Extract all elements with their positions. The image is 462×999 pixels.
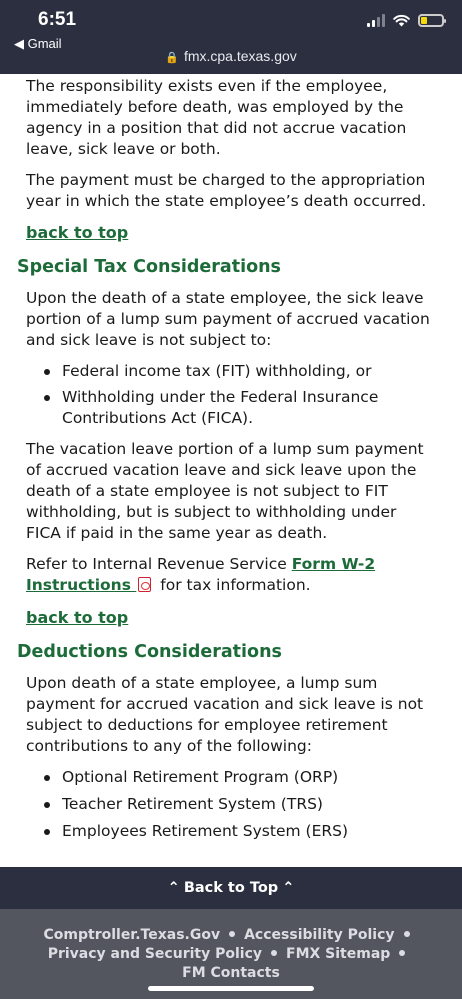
paragraph: Upon the death of a state employee, the sick leave portion of a lump sum payment of accrued vacation and sick leave is not subject to:: [26, 289, 430, 349]
section-heading-deductions: Deductions Considerations: [17, 642, 282, 662]
home-indicator[interactable]: [148, 986, 314, 991]
pdf-icon: [138, 577, 151, 592]
footer-link-privacy[interactable]: Privacy and Security Policy: [47, 946, 262, 962]
separator-dot: [399, 950, 405, 956]
double-chevron-up-icon: ⌃: [167, 880, 180, 896]
paragraph: The responsibility exists even if the employee, immediately before death, was employed by the agency in a position that did not accrue vacation leave, sick leave or both.: [26, 77, 407, 158]
wifi-icon: [393, 14, 410, 27]
list-item: Employees Retirement System (ERS): [62, 821, 436, 842]
footer-row: [0, 964, 462, 983]
deductions-list: [0, 767, 462, 842]
back-to-top-link[interactable]: back to top: [26, 608, 129, 627]
paragraph: The vacation leave portion of a lump sum payment of accrued vacation leave and sick leave upon the death of a state employee is not subject to FIT withholding, but is subject to withholding under FICA if paid in the same year as death.: [26, 440, 424, 542]
lock-icon: 🔒: [165, 52, 179, 64]
back-to-top-link[interactable]: back to top: [26, 223, 129, 242]
url-bar[interactable]: [0, 48, 462, 64]
list-item: Optional Retirement Program (ORP): [62, 767, 436, 788]
footer-link-fm-contacts[interactable]: FM Contacts: [182, 965, 280, 981]
footer-link-comptroller[interactable]: Comptroller.Texas.Gov: [43, 927, 221, 943]
list-item: Federal income tax (FIT) withholding, or: [62, 361, 436, 382]
footer-back-to-top-label: Back to Top: [183, 880, 279, 896]
footer-back-to-top-button[interactable]: [0, 867, 462, 909]
separator-dot: [229, 931, 235, 937]
form-w2-instructions-link[interactable]: Form W-2 Instructions: [26, 555, 376, 594]
status-icons: [367, 14, 444, 27]
page-content: [0, 74, 462, 842]
footer-row: [0, 926, 462, 945]
back-to-gmail-link[interactable]: ◀ Gmail: [14, 36, 62, 51]
list-item: Withholding under the Federal Insurance Contributions Act (FICA).: [62, 387, 436, 429]
separator-dot: [271, 950, 277, 956]
status-time: 6:51: [38, 9, 77, 30]
battery-icon: [418, 14, 444, 27]
refer-suffix: for tax information.: [155, 576, 311, 594]
url-text: fmx.cpa.texas.gov: [183, 48, 297, 64]
footer-row: [0, 945, 462, 964]
section-heading-special-tax: Special Tax Considerations: [17, 257, 281, 277]
paragraph: The payment must be charged to the appropriation year in which the state employee’s death occurred.: [26, 171, 427, 210]
footer-link-sitemap[interactable]: FMX Sitemap: [286, 946, 391, 962]
separator-dot: [404, 931, 410, 937]
footer-link-accessibility[interactable]: Accessibility Policy: [244, 927, 395, 943]
refer-prefix: Refer to Internal Revenue Service: [26, 555, 292, 573]
cellular-signal-icon: [367, 14, 385, 27]
refer-paragraph: [0, 554, 462, 596]
double-chevron-up-icon: ⌃: [282, 880, 295, 896]
browser-top-bar: [0, 0, 462, 74]
special-tax-list: [0, 361, 462, 429]
paragraph: Upon death of a state employee, a lump sum payment for accrued vacation and sick leave is not subject to deductions for employee retirement contributions to any of the following:: [26, 674, 424, 755]
list-item: Teacher Retirement System (TRS): [62, 794, 436, 815]
